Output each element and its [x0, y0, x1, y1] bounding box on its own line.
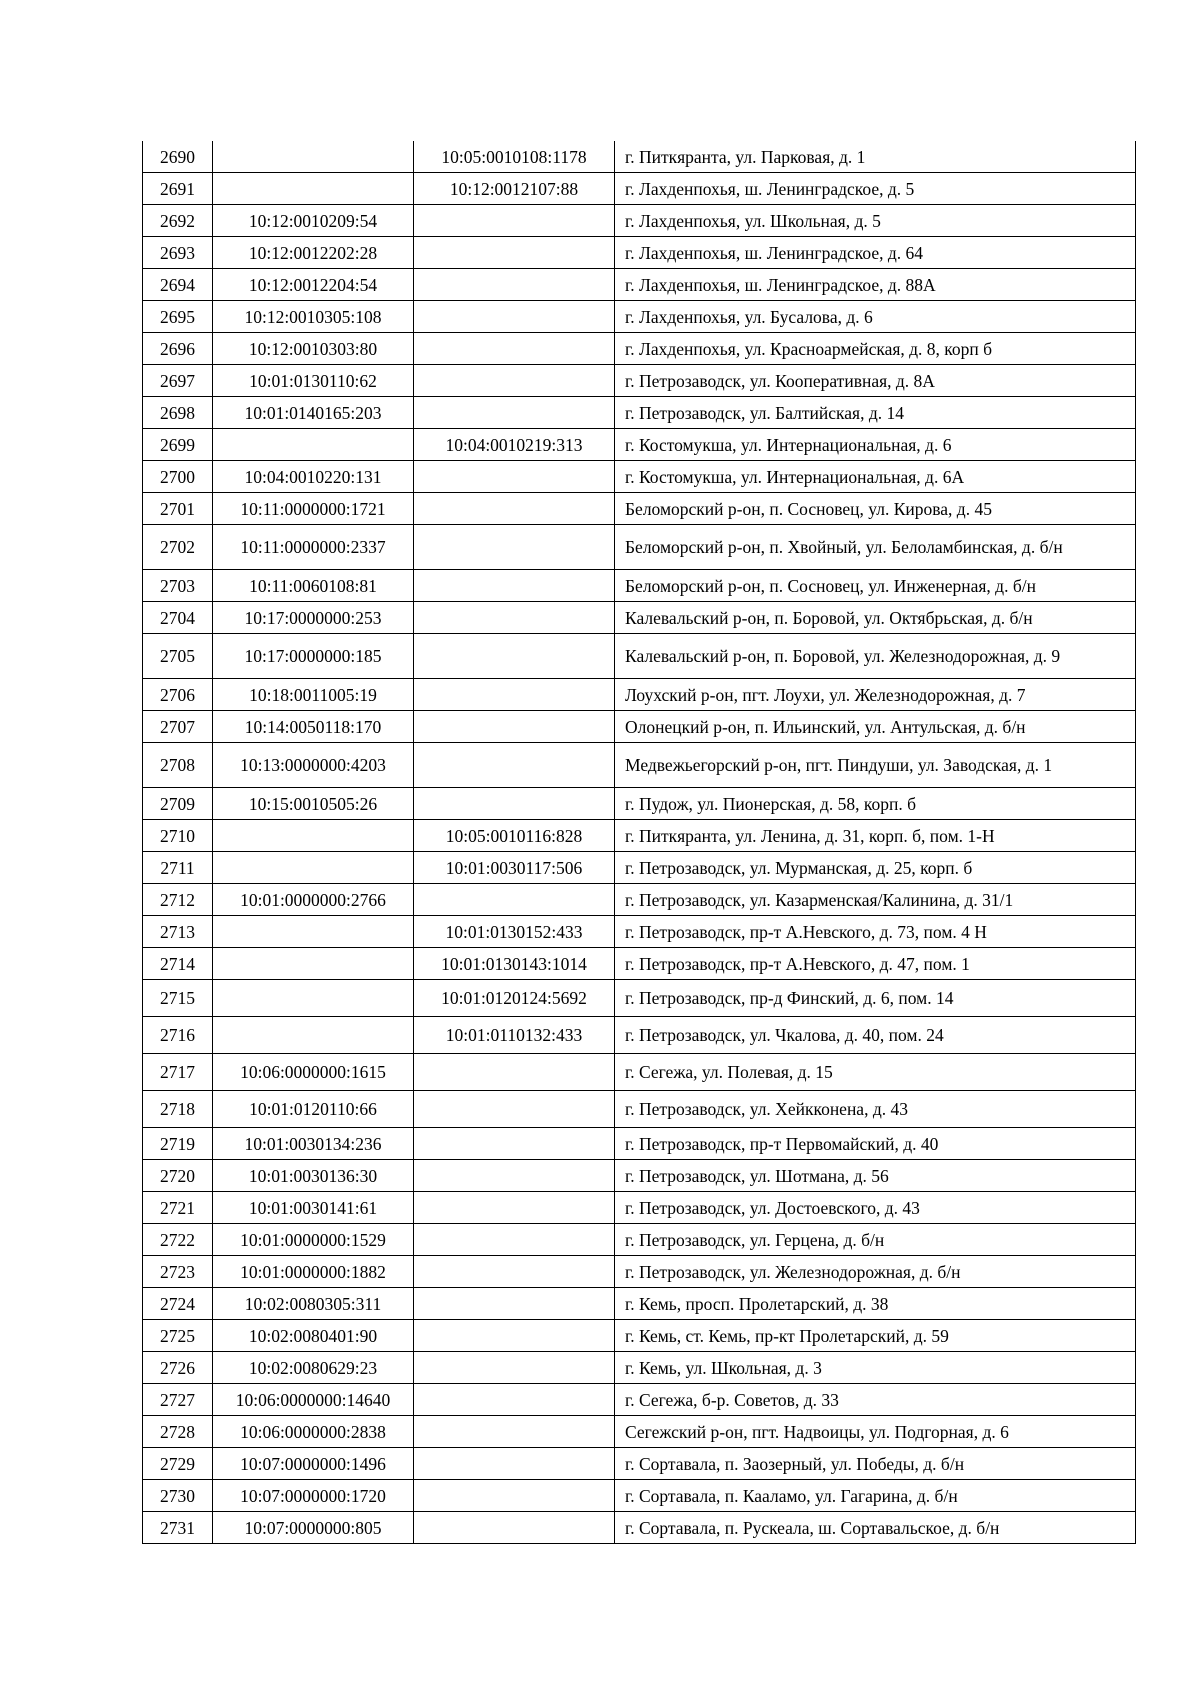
- address-cell: Олонецкий р-он, п. Ильинский, ул. Антульская, д. б/н: [615, 711, 1136, 743]
- cadastral-number-cell: 10:07:0000000:1720: [213, 1480, 414, 1512]
- cadastral-number-cell: 10:01:0130110:62: [213, 365, 414, 397]
- cadastral-number-alt-cell: [414, 1224, 615, 1256]
- address-cell: г. Сегежа, ул. Полевая, д. 15: [615, 1054, 1136, 1091]
- address-cell: г. Пудож, ул. Пионерская, д. 58, корп. б: [615, 788, 1136, 820]
- cadastral-number-alt-cell: [414, 884, 615, 916]
- address-cell: г. Питкяранта, ул. Ленина, д. 31, корп. б, пом. 1-Н: [615, 820, 1136, 852]
- cadastral-number-alt-cell: [414, 1091, 615, 1128]
- row-number-cell: 2698: [143, 397, 213, 429]
- address-cell: г. Сортавала, п. Кааламо, ул. Гагарина, д. б/н: [615, 1480, 1136, 1512]
- cadastral-number-alt-cell: [414, 1512, 615, 1544]
- table-row: [143, 1384, 1136, 1416]
- address-cell: г. Лахденпохья, ул. Красноармейская, д. 8, корп б: [615, 333, 1136, 365]
- row-number-cell: 2706: [143, 679, 213, 711]
- table-row: [143, 397, 1136, 429]
- cadastral-number-cell: 10:06:0000000:1615: [213, 1054, 414, 1091]
- address-cell: г. Петрозаводск, ул. Железнодорожная, д. б/н: [615, 1256, 1136, 1288]
- table-row: [143, 1320, 1136, 1352]
- address-cell: Беломорский р-он, п. Сосновец, ул. Кирова, д. 45: [615, 493, 1136, 525]
- address-cell: г. Лахденпохья, ш. Ленинградское, д. 5: [615, 173, 1136, 205]
- table-row: [143, 1512, 1136, 1544]
- row-number-cell: 2719: [143, 1128, 213, 1160]
- table-row: [143, 429, 1136, 461]
- table-row: [143, 1091, 1136, 1128]
- row-number-cell: 2715: [143, 980, 213, 1017]
- row-number-cell: 2697: [143, 365, 213, 397]
- cadastral-number-alt-cell: [414, 634, 615, 679]
- cadastral-number-alt-cell: [414, 743, 615, 788]
- row-number-cell: 2718: [143, 1091, 213, 1128]
- row-number-cell: 2731: [143, 1512, 213, 1544]
- table-row: [143, 141, 1136, 173]
- table-row: [143, 948, 1136, 980]
- cadastral-number-alt-cell: [414, 1416, 615, 1448]
- cadastral-number-cell: [213, 948, 414, 980]
- cadastral-number-alt-cell: [414, 525, 615, 570]
- cadastral-number-cell: 10:01:0030136:30: [213, 1160, 414, 1192]
- cadastral-number-alt-cell: [414, 1054, 615, 1091]
- cadastral-number-cell: [213, 980, 414, 1017]
- cadastral-number-cell: 10:12:0012204:54: [213, 269, 414, 301]
- table-row: [143, 679, 1136, 711]
- table-row: [143, 525, 1136, 570]
- table-body: [143, 141, 1136, 1544]
- cadastral-number-alt-cell: [414, 269, 615, 301]
- row-number-cell: 2707: [143, 711, 213, 743]
- address-cell: г. Петрозаводск, пр-т Первомайский, д. 40: [615, 1128, 1136, 1160]
- address-cell: г. Сортавала, п. Заозерный, ул. Победы, д. б/н: [615, 1448, 1136, 1480]
- address-cell: г. Лахденпохья, ш. Ленинградское, д. 64: [615, 237, 1136, 269]
- cadastral-number-cell: [213, 429, 414, 461]
- row-number-cell: 2711: [143, 852, 213, 884]
- cadastral-number-alt-cell: [414, 602, 615, 634]
- row-number-cell: 2716: [143, 1017, 213, 1054]
- table-row: [143, 852, 1136, 884]
- cadastral-number-alt-cell: [414, 237, 615, 269]
- cadastral-number-alt-cell: [414, 711, 615, 743]
- row-number-cell: 2699: [143, 429, 213, 461]
- table-row: [143, 884, 1136, 916]
- cadastral-number-cell: [213, 820, 414, 852]
- row-number-cell: 2702: [143, 525, 213, 570]
- row-number-cell: 2721: [143, 1192, 213, 1224]
- cadastral-number-alt-cell: [414, 333, 615, 365]
- cadastral-number-cell: 10:12:0010303:80: [213, 333, 414, 365]
- cadastral-number-cell: 10:01:0030141:61: [213, 1192, 414, 1224]
- row-number-cell: 2694: [143, 269, 213, 301]
- row-number-cell: 2700: [143, 461, 213, 493]
- cadastral-number-alt-cell: [414, 679, 615, 711]
- address-cell: г. Питкяранта, ул. Парковая, д. 1: [615, 141, 1136, 173]
- row-number-cell: 2704: [143, 602, 213, 634]
- address-cell: г. Петрозаводск, пр-д Финский, д. 6, пом. 14: [615, 980, 1136, 1017]
- table-row: [143, 1480, 1136, 1512]
- address-cell: г. Петрозаводск, ул. Шотмана, д. 56: [615, 1160, 1136, 1192]
- cadastral-number-cell: 10:07:0000000:805: [213, 1512, 414, 1544]
- cadastral-number-cell: 10:01:0000000:2766: [213, 884, 414, 916]
- address-cell: г. Лахденпохья, ш. Ленинградское, д. 88А: [615, 269, 1136, 301]
- cadastral-number-cell: 10:01:0000000:1529: [213, 1224, 414, 1256]
- table-row: [143, 1224, 1136, 1256]
- row-number-cell: 2710: [143, 820, 213, 852]
- table-row: [143, 205, 1136, 237]
- cadastral-number-cell: 10:14:0050118:170: [213, 711, 414, 743]
- table-row: [143, 743, 1136, 788]
- table-row: [143, 1054, 1136, 1091]
- row-number-cell: 2727: [143, 1384, 213, 1416]
- cadastral-number-cell: 10:12:0010209:54: [213, 205, 414, 237]
- table-row: [143, 461, 1136, 493]
- row-number-cell: 2690: [143, 141, 213, 173]
- address-cell: Медвежьегорский р-он, пгт. Пиндуши, ул. Заводская, д. 1: [615, 743, 1136, 788]
- table-row: [143, 1352, 1136, 1384]
- address-cell: г. Сортавала, п. Рускеала, ш. Сортавальское, д. б/н: [615, 1512, 1136, 1544]
- row-number-cell: 2714: [143, 948, 213, 980]
- property-table: [142, 141, 1136, 1544]
- row-number-cell: 2717: [143, 1054, 213, 1091]
- table-row: [143, 1192, 1136, 1224]
- cadastral-number-cell: [213, 1017, 414, 1054]
- cadastral-number-cell: 10:04:0010220:131: [213, 461, 414, 493]
- cadastral-number-alt-cell: 10:01:0030117:506: [414, 852, 615, 884]
- address-cell: г. Сегежа, б-р. Советов, д. 33: [615, 1384, 1136, 1416]
- table-row: [143, 602, 1136, 634]
- cadastral-number-alt-cell: 10:01:0110132:433: [414, 1017, 615, 1054]
- cadastral-number-cell: 10:17:0000000:253: [213, 602, 414, 634]
- row-number-cell: 2720: [143, 1160, 213, 1192]
- address-cell: г. Костомукша, ул. Интернациональная, д. 6: [615, 429, 1136, 461]
- table-row: [143, 788, 1136, 820]
- row-number-cell: 2725: [143, 1320, 213, 1352]
- cadastral-number-alt-cell: 10:01:0120124:5692: [414, 980, 615, 1017]
- cadastral-number-cell: 10:02:0080629:23: [213, 1352, 414, 1384]
- address-cell: г. Кемь, просп. Пролетарский, д. 38: [615, 1288, 1136, 1320]
- table-row: [143, 1017, 1136, 1054]
- row-number-cell: 2722: [143, 1224, 213, 1256]
- cadastral-number-alt-cell: 10:05:0010108:1178: [414, 141, 615, 173]
- row-number-cell: 2709: [143, 788, 213, 820]
- cadastral-number-cell: 10:01:0000000:1882: [213, 1256, 414, 1288]
- cadastral-number-cell: 10:01:0120110:66: [213, 1091, 414, 1128]
- table-row: [143, 365, 1136, 397]
- address-cell: г. Кемь, ст. Кемь, пр-кт Пролетарский, д. 59: [615, 1320, 1136, 1352]
- cadastral-number-cell: 10:07:0000000:1496: [213, 1448, 414, 1480]
- address-cell: г. Петрозаводск, ул. Кооперативная, д. 8А: [615, 365, 1136, 397]
- cadastral-number-alt-cell: 10:01:0130143:1014: [414, 948, 615, 980]
- cadastral-number-alt-cell: [414, 365, 615, 397]
- cadastral-number-cell: 10:17:0000000:185: [213, 634, 414, 679]
- row-number-cell: 2696: [143, 333, 213, 365]
- cadastral-number-alt-cell: [414, 205, 615, 237]
- address-cell: г. Петрозаводск, ул. Достоевского, д. 43: [615, 1192, 1136, 1224]
- address-cell: Калевальский р-он, п. Боровой, ул. Октябрьская, д. б/н: [615, 602, 1136, 634]
- cadastral-number-alt-cell: [414, 493, 615, 525]
- cadastral-number-alt-cell: 10:04:0010219:313: [414, 429, 615, 461]
- cadastral-number-cell: 10:01:0140165:203: [213, 397, 414, 429]
- cadastral-number-alt-cell: [414, 461, 615, 493]
- cadastral-number-alt-cell: [414, 1160, 615, 1192]
- cadastral-number-cell: 10:11:0000000:2337: [213, 525, 414, 570]
- row-number-cell: 2712: [143, 884, 213, 916]
- table-row: [143, 333, 1136, 365]
- address-cell: Беломорский р-он, п. Сосновец, ул. Инженерная, д. б/н: [615, 570, 1136, 602]
- row-number-cell: 2723: [143, 1256, 213, 1288]
- cadastral-number-cell: 10:06:0000000:14640: [213, 1384, 414, 1416]
- table-row: [143, 1288, 1136, 1320]
- address-cell: г. Петрозаводск, пр-т А.Невского, д. 73, пом. 4 Н: [615, 916, 1136, 948]
- row-number-cell: 2695: [143, 301, 213, 333]
- table-row: [143, 493, 1136, 525]
- cadastral-number-alt-cell: [414, 1192, 615, 1224]
- address-cell: Беломорский р-он, п. Хвойный, ул. Белоламбинская, д. б/н: [615, 525, 1136, 570]
- cadastral-number-alt-cell: [414, 570, 615, 602]
- table-row: [143, 1416, 1136, 1448]
- cadastral-number-cell: 10:18:0011005:19: [213, 679, 414, 711]
- cadastral-number-cell: [213, 173, 414, 205]
- cadastral-number-alt-cell: [414, 788, 615, 820]
- cadastral-number-alt-cell: [414, 1384, 615, 1416]
- address-cell: г. Петрозаводск, ул. Чкалова, д. 40, пом. 24: [615, 1017, 1136, 1054]
- row-number-cell: 2705: [143, 634, 213, 679]
- cadastral-number-cell: [213, 852, 414, 884]
- address-cell: г. Костомукша, ул. Интернациональная, д. 6А: [615, 461, 1136, 493]
- cadastral-number-alt-cell: [414, 1256, 615, 1288]
- table-row: [143, 301, 1136, 333]
- table-row: [143, 980, 1136, 1017]
- cadastral-number-cell: 10:13:0000000:4203: [213, 743, 414, 788]
- table-row: [143, 173, 1136, 205]
- cadastral-number-alt-cell: [414, 1448, 615, 1480]
- cadastral-number-alt-cell: [414, 1288, 615, 1320]
- cadastral-number-alt-cell: [414, 1320, 615, 1352]
- row-number-cell: 2703: [143, 570, 213, 602]
- row-number-cell: 2729: [143, 1448, 213, 1480]
- row-number-cell: 2708: [143, 743, 213, 788]
- cadastral-number-cell: 10:02:0080401:90: [213, 1320, 414, 1352]
- cadastral-number-cell: 10:11:0060108:81: [213, 570, 414, 602]
- cadastral-number-alt-cell: 10:01:0130152:433: [414, 916, 615, 948]
- cadastral-number-alt-cell: [414, 397, 615, 429]
- row-number-cell: 2693: [143, 237, 213, 269]
- table-row: [143, 1256, 1136, 1288]
- row-number-cell: 2713: [143, 916, 213, 948]
- address-cell: г. Лахденпохья, ул. Бусалова, д. 6: [615, 301, 1136, 333]
- row-number-cell: 2701: [143, 493, 213, 525]
- table-row: [143, 1128, 1136, 1160]
- row-number-cell: 2730: [143, 1480, 213, 1512]
- row-number-cell: 2724: [143, 1288, 213, 1320]
- cadastral-number-cell: 10:12:0012202:28: [213, 237, 414, 269]
- cadastral-number-cell: 10:11:0000000:1721: [213, 493, 414, 525]
- row-number-cell: 2726: [143, 1352, 213, 1384]
- cadastral-number-alt-cell: [414, 1352, 615, 1384]
- cadastral-number-cell: 10:06:0000000:2838: [213, 1416, 414, 1448]
- row-number-cell: 2691: [143, 173, 213, 205]
- cadastral-number-cell: [213, 916, 414, 948]
- table-row: [143, 634, 1136, 679]
- row-number-cell: 2692: [143, 205, 213, 237]
- address-cell: г. Петрозаводск, ул. Хейкконена, д. 43: [615, 1091, 1136, 1128]
- address-cell: г. Петрозаводск, ул. Мурманская, д. 25, корп. б: [615, 852, 1136, 884]
- cadastral-number-cell: [213, 141, 414, 173]
- cadastral-number-alt-cell: 10:05:0010116:828: [414, 820, 615, 852]
- address-cell: г. Петрозаводск, ул. Герцена, д. б/н: [615, 1224, 1136, 1256]
- address-cell: г. Кемь, ул. Школьная, д. 3: [615, 1352, 1136, 1384]
- cadastral-number-cell: 10:12:0010305:108: [213, 301, 414, 333]
- cadastral-number-cell: 10:02:0080305:311: [213, 1288, 414, 1320]
- address-cell: Лоухский р-он, пгт. Лоухи, ул. Железнодорожная, д. 7: [615, 679, 1136, 711]
- cadastral-number-alt-cell: [414, 1480, 615, 1512]
- cadastral-number-alt-cell: [414, 1128, 615, 1160]
- address-cell: Калевальский р-он, п. Боровой, ул. Железнодорожная, д. 9: [615, 634, 1136, 679]
- table-row: [143, 570, 1136, 602]
- table-row: [143, 820, 1136, 852]
- table-row: [143, 237, 1136, 269]
- cadastral-number-cell: 10:01:0030134:236: [213, 1128, 414, 1160]
- cadastral-number-alt-cell: [414, 301, 615, 333]
- address-cell: г. Лахденпохья, ул. Школьная, д. 5: [615, 205, 1136, 237]
- address-cell: г. Петрозаводск, пр-т А.Невского, д. 47, пом. 1: [615, 948, 1136, 980]
- table-row: [143, 1160, 1136, 1192]
- row-number-cell: 2728: [143, 1416, 213, 1448]
- address-cell: г. Петрозаводск, ул. Казарменская/Калинина, д. 31/1: [615, 884, 1136, 916]
- cadastral-number-cell: 10:15:0010505:26: [213, 788, 414, 820]
- table-row: [143, 916, 1136, 948]
- address-cell: Сегежский р-он, пгт. Надвоицы, ул. Подгорная, д. 6: [615, 1416, 1136, 1448]
- table-row: [143, 711, 1136, 743]
- table-row: [143, 1448, 1136, 1480]
- address-cell: г. Петрозаводск, ул. Балтийская, д. 14: [615, 397, 1136, 429]
- cadastral-number-alt-cell: 10:12:0012107:88: [414, 173, 615, 205]
- table-row: [143, 269, 1136, 301]
